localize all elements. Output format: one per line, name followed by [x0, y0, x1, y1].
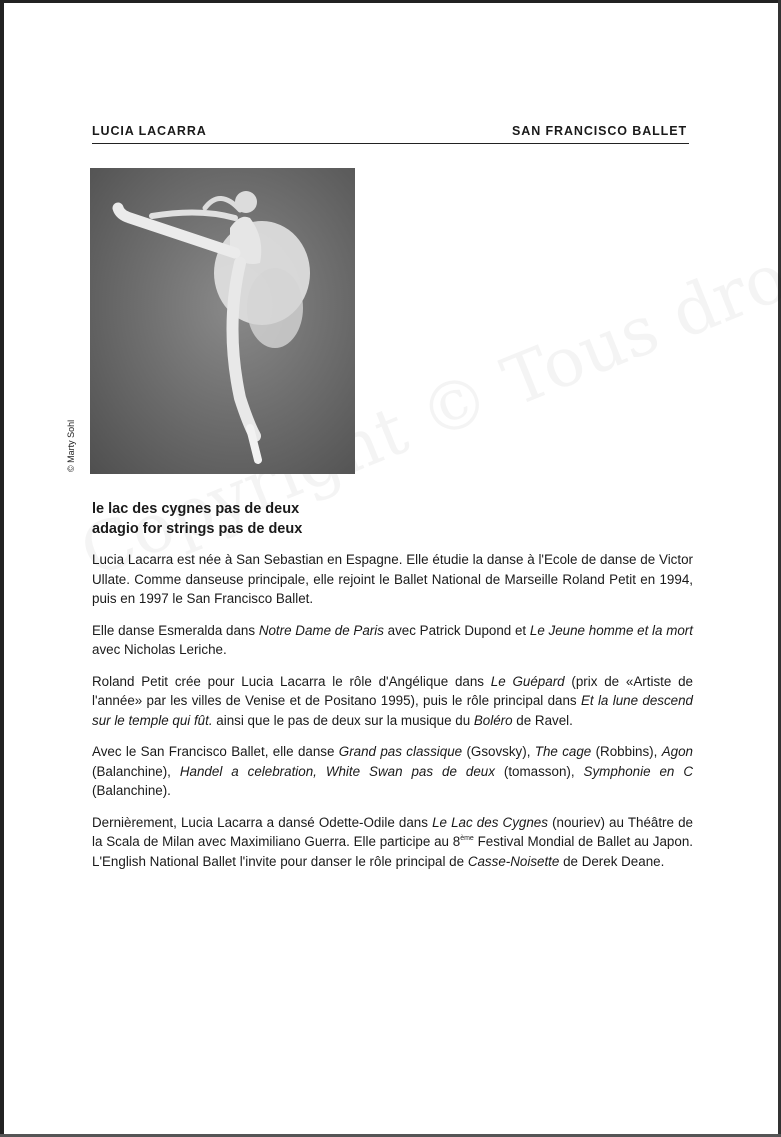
work-title: Handel a celebration, White Swan pas de deux: [179, 763, 495, 779]
text-span: (tomasson),: [494, 763, 584, 779]
paragraph-3: [92, 672, 693, 731]
ballerina-figure: [90, 168, 355, 474]
performance-titles: [92, 499, 302, 539]
work-title: The cage: [534, 744, 592, 759]
text-span: (Gsovsky),: [462, 744, 535, 759]
text-span: Festival Mondial de Ballet au Japon. L'English National Ballet l'invite pour danser le rôle principal de: [92, 834, 693, 869]
photo-credit: © Marty Sohl: [66, 419, 76, 472]
work-title: Symphonie en C: [583, 763, 694, 779]
work-title: Casse-Noisette: [467, 853, 560, 869]
ballet-photo: [90, 168, 355, 474]
title-line-1: le lac des cygnes pas de deux: [92, 501, 300, 517]
work-title: Boléro: [473, 712, 513, 728]
paragraph-1: Lucia Lacarra est née à San Sebastian en Espagne. Elle étudie la danse à l'Ecole de danse de Victor Ullate. Comme danseuse principale, elle rejoint le Ballet National de Marseille Roland Petit en 1994, puis en 1997 le San Francisco Ballet.: [92, 552, 693, 606]
header-dancer-name: LUCIA LACARRA: [92, 124, 207, 138]
text-span: avec Patrick Dupond et: [383, 622, 530, 638]
work-title: Agon: [661, 744, 693, 759]
text-span: (nouriev) au Théâtre de la Scala de Milan avec Maximiliano Guerra. Elle participe au 8: [92, 814, 693, 849]
work-title: Le Lac des Cygnes: [432, 814, 548, 830]
text-span: (Robbins),: [591, 744, 662, 759]
text-span: Avec le San Francisco Ballet, elle danse: [92, 744, 339, 759]
text-span: Dernièrement, Lucia Lacarra a dansé Odette-Odile dans: [92, 814, 433, 830]
text-span: (Balanchine).: [92, 783, 171, 798]
page-border-top: [0, 0, 781, 3]
text-span: (prix de «Artiste de l'année» par les villes de Venise et de Positano 1995), puis le rôle principal dans: [92, 673, 694, 708]
text-span: ainsi que le pas de deux sur la musique du: [212, 712, 474, 728]
text-span: de Derek Deane.: [559, 853, 665, 869]
title-line-2: adagio for strings pas de deux: [92, 521, 303, 537]
text-span: Elle danse Esmeralda dans: [92, 622, 259, 638]
work-title: Le Guépard: [490, 673, 565, 689]
text-span: Roland Petit crée pour Lucia Lacarra le rôle d'Angélique dans: [92, 673, 491, 689]
work-title: Le Jeune homme et la mort: [529, 622, 693, 638]
page-header: [92, 121, 689, 144]
paragraph-2: [92, 621, 693, 660]
text-span: avec Nicholas Leriche.: [92, 642, 227, 657]
page-border-left: [0, 0, 4, 1137]
header-company-name: SAN FRANCISCO BALLET: [512, 124, 687, 138]
work-title: Grand pas classique: [338, 744, 463, 759]
paragraph-5: [92, 813, 693, 872]
work-title: Notre Dame de Paris: [258, 622, 384, 638]
work-title: Et la lune descend sur le temple qui fût.: [92, 693, 693, 728]
text-span: de Ravel.: [512, 712, 573, 728]
paragraph-4: [92, 742, 693, 801]
ordinal-superscript: ème: [460, 835, 474, 842]
text-span: (Balanchine),: [92, 763, 180, 779]
biography-text: [92, 550, 693, 883]
